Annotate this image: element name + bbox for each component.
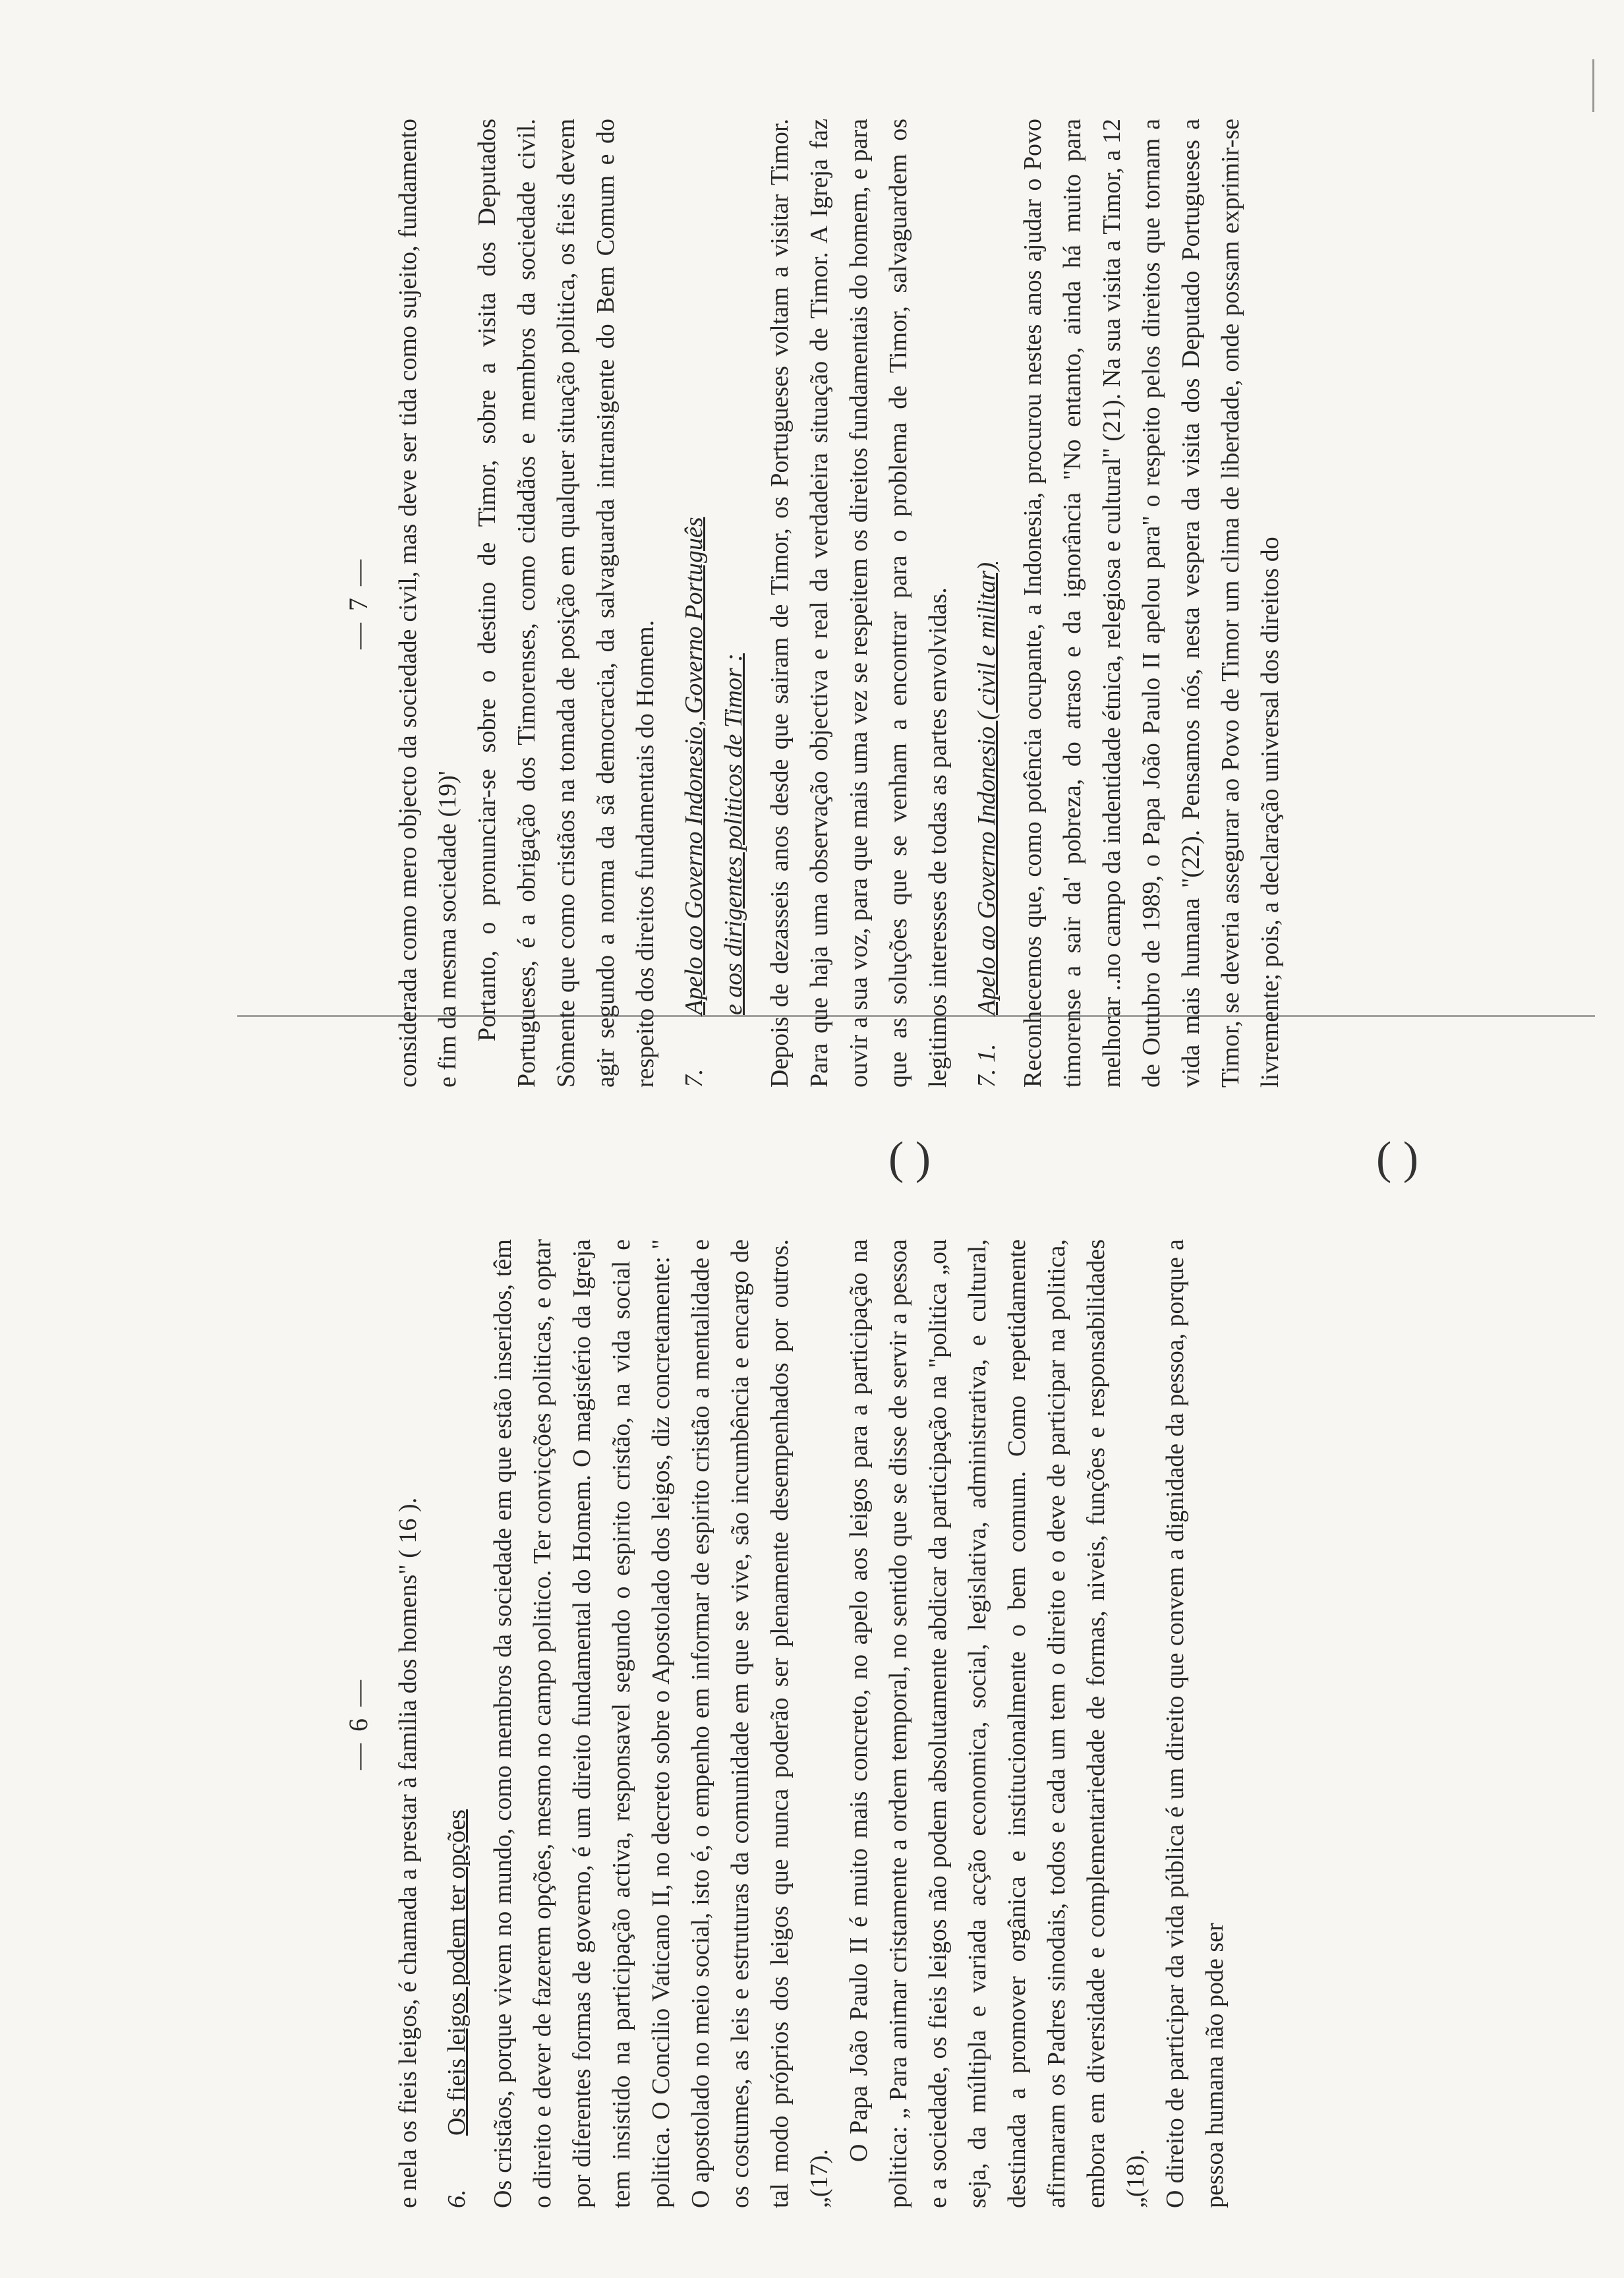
paragraph: Os cristãos, porque vivem no mundo, como membros da sociedade em que estão inseridos, têm o direito e dever de fazerem opções, mesmo no campo politico. Ter convicções politicas, e optar por diferentes formas de governo, é um direito fundamental do Homem. O magistério da Igreja tem insistido na participação activa, responsavel segundo o espirito cristão, na vida social e politica. O Concilio Vaticano II, no decreto sobre o Apostolado dos leigos, diz concretamente: " O apostolado no meio social, isto é, o empenho em informar de espirito cristão a mentalidade e os costumes, as leis e estruturas da comunidade em que se vive, são incumbência e encargo de tal modo próprios dos leigos que nunca poderão ser plenamente desempenhados por outros. „(17). bbox=[489, 1239, 833, 2208]
section-title: Apelo ao Governo Indonesio ( civil e militar) bbox=[973, 562, 1000, 1015]
section-number: 7. 1. bbox=[973, 1043, 1000, 1088]
paragraph: Reconhecemos que, como potência ocupante, a Indonesia, procurou nestes anos ajudar o Povo timorense a sair da' pobreza, do atraso e da ignorância "No entanto, ainda há muito para melhorar ..no campo da indentidade étnica, relegiosa e cultural" (21). Na sua visita a Timor, a 12 de Outubro de 1989, o Papa João Paulo II apelou para" o respeito pelos direitos que tornam a vida mais humana "(22). Pensamos nós, nesta vespera da visita dos Deputado Portugueses a Timor, se deveria assegurar ao Povo de Timor um clima de liberdade, onde possam exprimir-se livremente; pois, a declaração universal dos direitos do bbox=[1019, 119, 1284, 1088]
paragraph: Depois de dezasseis anos desde que sairam de Timor, os Portugueses voltam a visitar Timor. Para que haja uma observação objectiva e real da verdadeira situação de Timor. A Igreja faz ouvir a sua voz, para que mais uma vez se respeitem os direitos fundamentais do homem, e para que as soluções que se venham a encontrar para o problema de Timor, salvaguardem os legitimos interesses de todas as partes envolvidas. bbox=[766, 119, 952, 1088]
binding-bracket-mark: ( ) bbox=[1376, 1132, 1419, 1184]
section-title-line: e aos dirigentes politicos de Timor : bbox=[720, 653, 747, 1015]
section-title: Os fieis leigos podem ter opções bbox=[443, 1809, 471, 2136]
paragraph: Portanto, o pronunciar-se sobre o destino de Timor, sobre a visita dos Deputados Portugueses, é a obrigação dos Timorenses, como cidadãos e membros da sociedade civil. Sòmente que como cristãos na tomada de posição em qualquer situação politica, os fieis devem agir segundo a norma da sã democracia, da salvaguarda intransigente do Bem Comum e do respeito dos direitos fundamentais do Homem. bbox=[473, 119, 659, 1088]
rotated-document bbox=[343, 99, 1437, 2208]
paragraph: O direito de participar da vida pública é um direito que convem a dignidade da pessoa, porque a pessoa humana não pode ser bbox=[1161, 1239, 1229, 2208]
paragraph: O Papa João Paulo II é muito mais concreto, no apelo aos leigos para a participação na politica: „ Para animar cristamente a ordem temporal, no sentido que se disse de servir a pessoa e a sociedade, os fieis leigos não podem absolutamente abdicar da participação na "politica „ou seja, da múltipla e variada acção economica, social, legislativa, administrativa, e cultural, destinada a promover orgânica e institucionalmente o bem comum. Como repetidamente afirmaram os Padres sinodais, todos e cada um tem o direito e o deve de participar na politica, embora em diversidade e complementariedade de formas, niveis, funções e responsabilidades „(18). bbox=[845, 1239, 1149, 2208]
page-number: — 7 — bbox=[343, 557, 373, 649]
left-page bbox=[343, 1239, 1424, 2208]
section-number: 7. bbox=[680, 1068, 708, 1088]
section-number: 6. bbox=[443, 2189, 471, 2208]
section-heading-7-1 bbox=[967, 119, 1006, 1088]
right-page bbox=[343, 119, 1424, 1088]
paragraph: e nela os fieis leigos, é chamada a prestar à familia dos homens" ( 16 ). bbox=[394, 1497, 422, 2208]
section-title-line: Apelo ao Governo Indonesio, Governo Português bbox=[680, 517, 708, 1015]
binding-bracket-mark: ( ) bbox=[888, 1132, 931, 1184]
scan-edge-mark bbox=[1592, 59, 1594, 112]
paragraph: considerada como mero objecto da sociedade civil, mas deve ser tida como sujeito, fundamento e fim da mesma sociedade (19)' bbox=[394, 119, 461, 1088]
section-heading-6 bbox=[437, 1239, 477, 2208]
page-number: — 6 — bbox=[343, 1678, 373, 1770]
section-heading-7 bbox=[674, 119, 753, 1088]
section-title-block bbox=[674, 517, 753, 1015]
